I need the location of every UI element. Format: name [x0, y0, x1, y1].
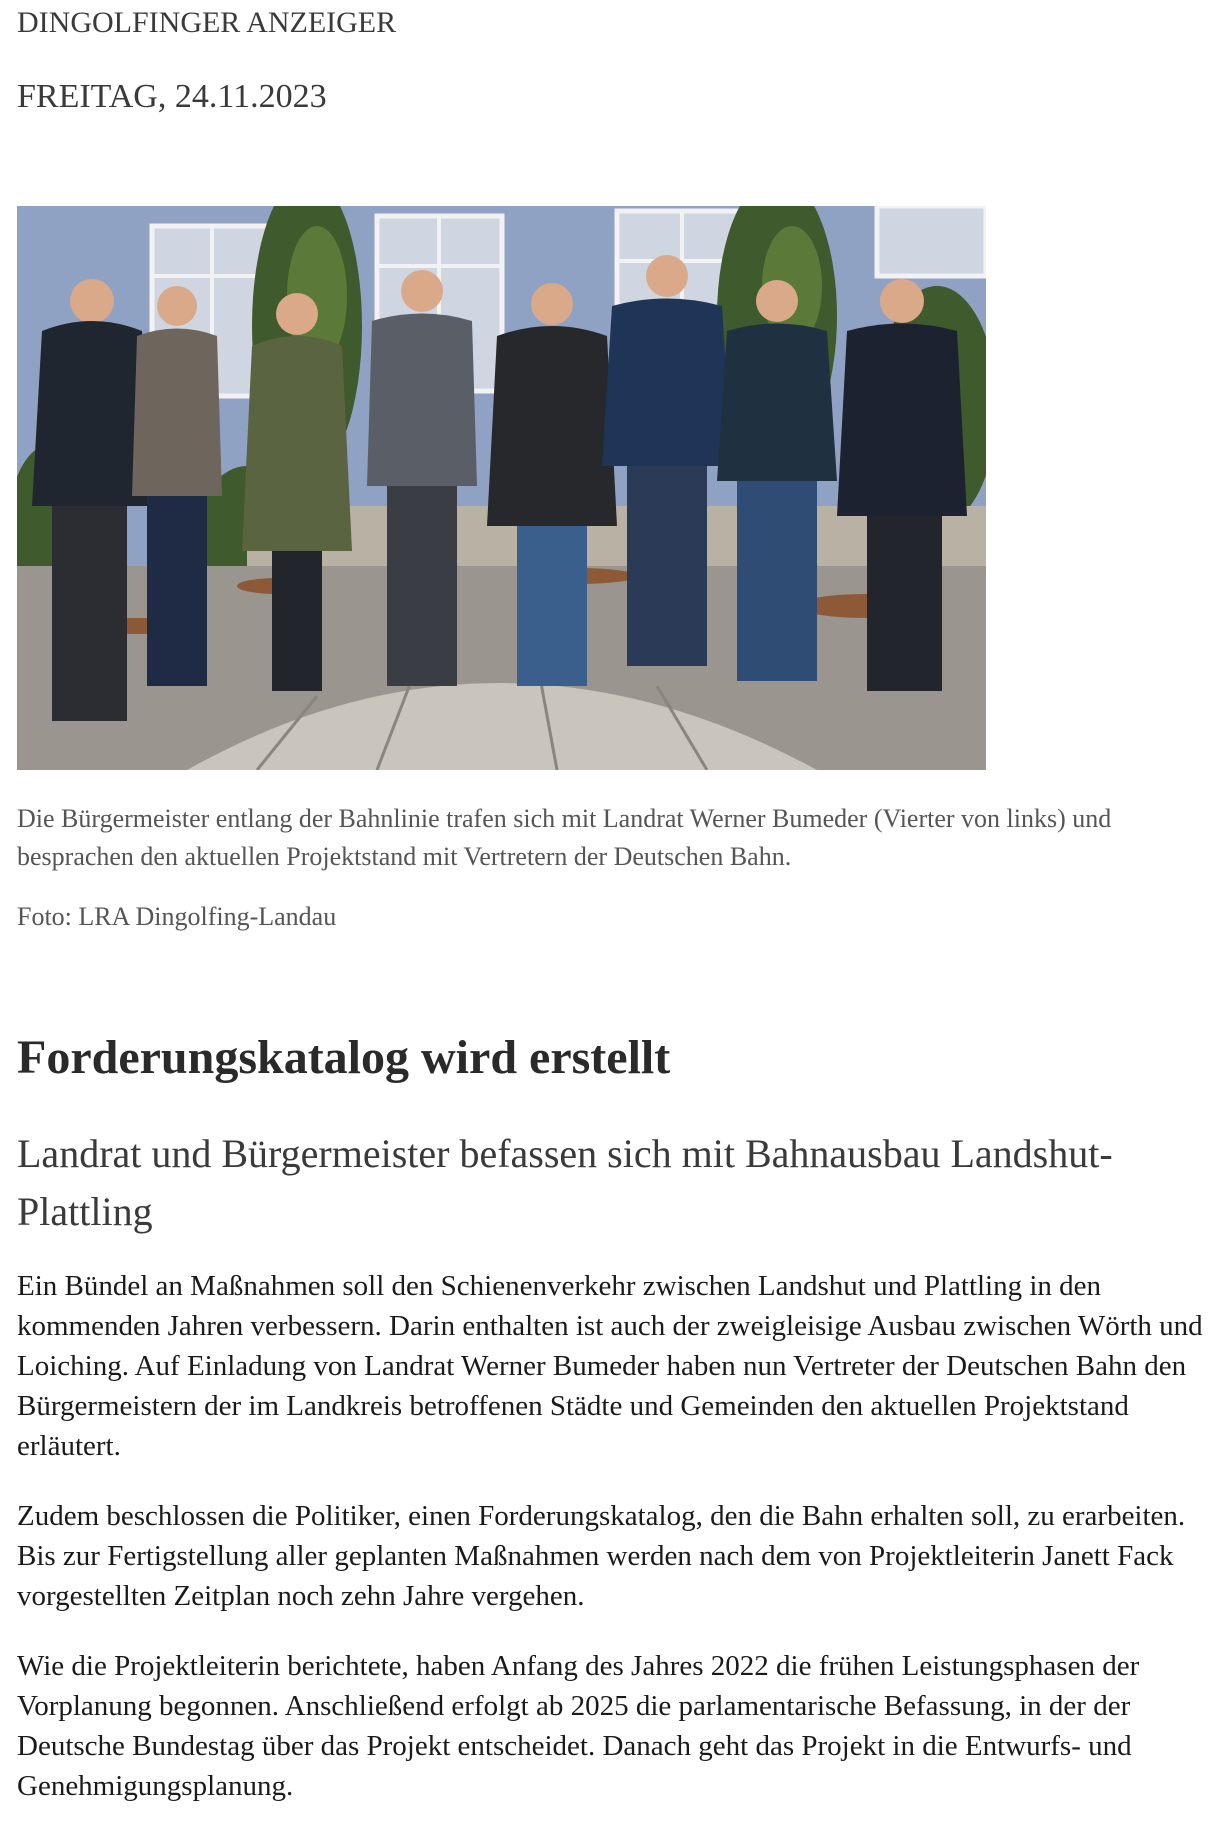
photo-caption: Die Bürgermeister entlang der Bahnlinie trafen sich mit Landrat Werner Bumeder (Vierter von links) und besprachen den aktuellen Projektstand mit Vertretern der Deutschen Bahn. — [17, 804, 1112, 871]
article-paragraph: Zudem beschlossen die Politiker, einen Forderungskatalog, den die Bahn erhalten soll, zu erarbeiten. Bis zur Fertigstellung aller geplanten Maßnahmen werden nach dem von Projektleiterin Janett Fack vorgestellten Zeitplan noch zehn Jahre vergehen. — [17, 1500, 1186, 1612]
article-photo — [17, 206, 986, 770]
publication-date: FREITAG, 24.11.2023 — [17, 78, 327, 115]
photo-credit: Foto: LRA Dingolfing-Landau — [17, 902, 337, 931]
article-body — [17, 1266, 1207, 1836]
article-paragraph: Ein Bündel an Maßnahmen soll den Schienenverkehr zwischen Landshut und Plattling in den kommenden Jahren verbessern. Darin enthalten ist auch der zweigleisige Ausbau zwischen Wörth und Loiching. Auf Einladung von Landrat Werner Bumeder haben nun Vertreter der Deutschen Bahn den Bürgermeistern der im Landkreis betroffenen Städte und Gemeinden den aktuellen Projektstand erläutert. — [17, 1270, 1203, 1462]
article-paragraph: Wie die Projektleiterin berichtete, haben Anfang des Jahres 2022 die frühen Leistungsphasen der Vorplanung begonnen. Anschließend erfolgt ab 2025 die parlamentarische Befassung, in der der Deutsche Bundestag über das Projekt entscheidet. Danach geht das Projekt in die Entwurfs- und Genehmigungsplanung. — [17, 1650, 1140, 1802]
article-subheadline: Landrat und Bürgermeister befassen sich mit Bahnausbau Landshut-Plattling — [17, 1131, 1113, 1234]
group-photo-illustration — [17, 206, 986, 770]
publication-name: DINGOLFINGER ANZEIGER — [17, 6, 397, 39]
article-headline: Forderungskatalog wird erstellt — [17, 1031, 671, 1084]
